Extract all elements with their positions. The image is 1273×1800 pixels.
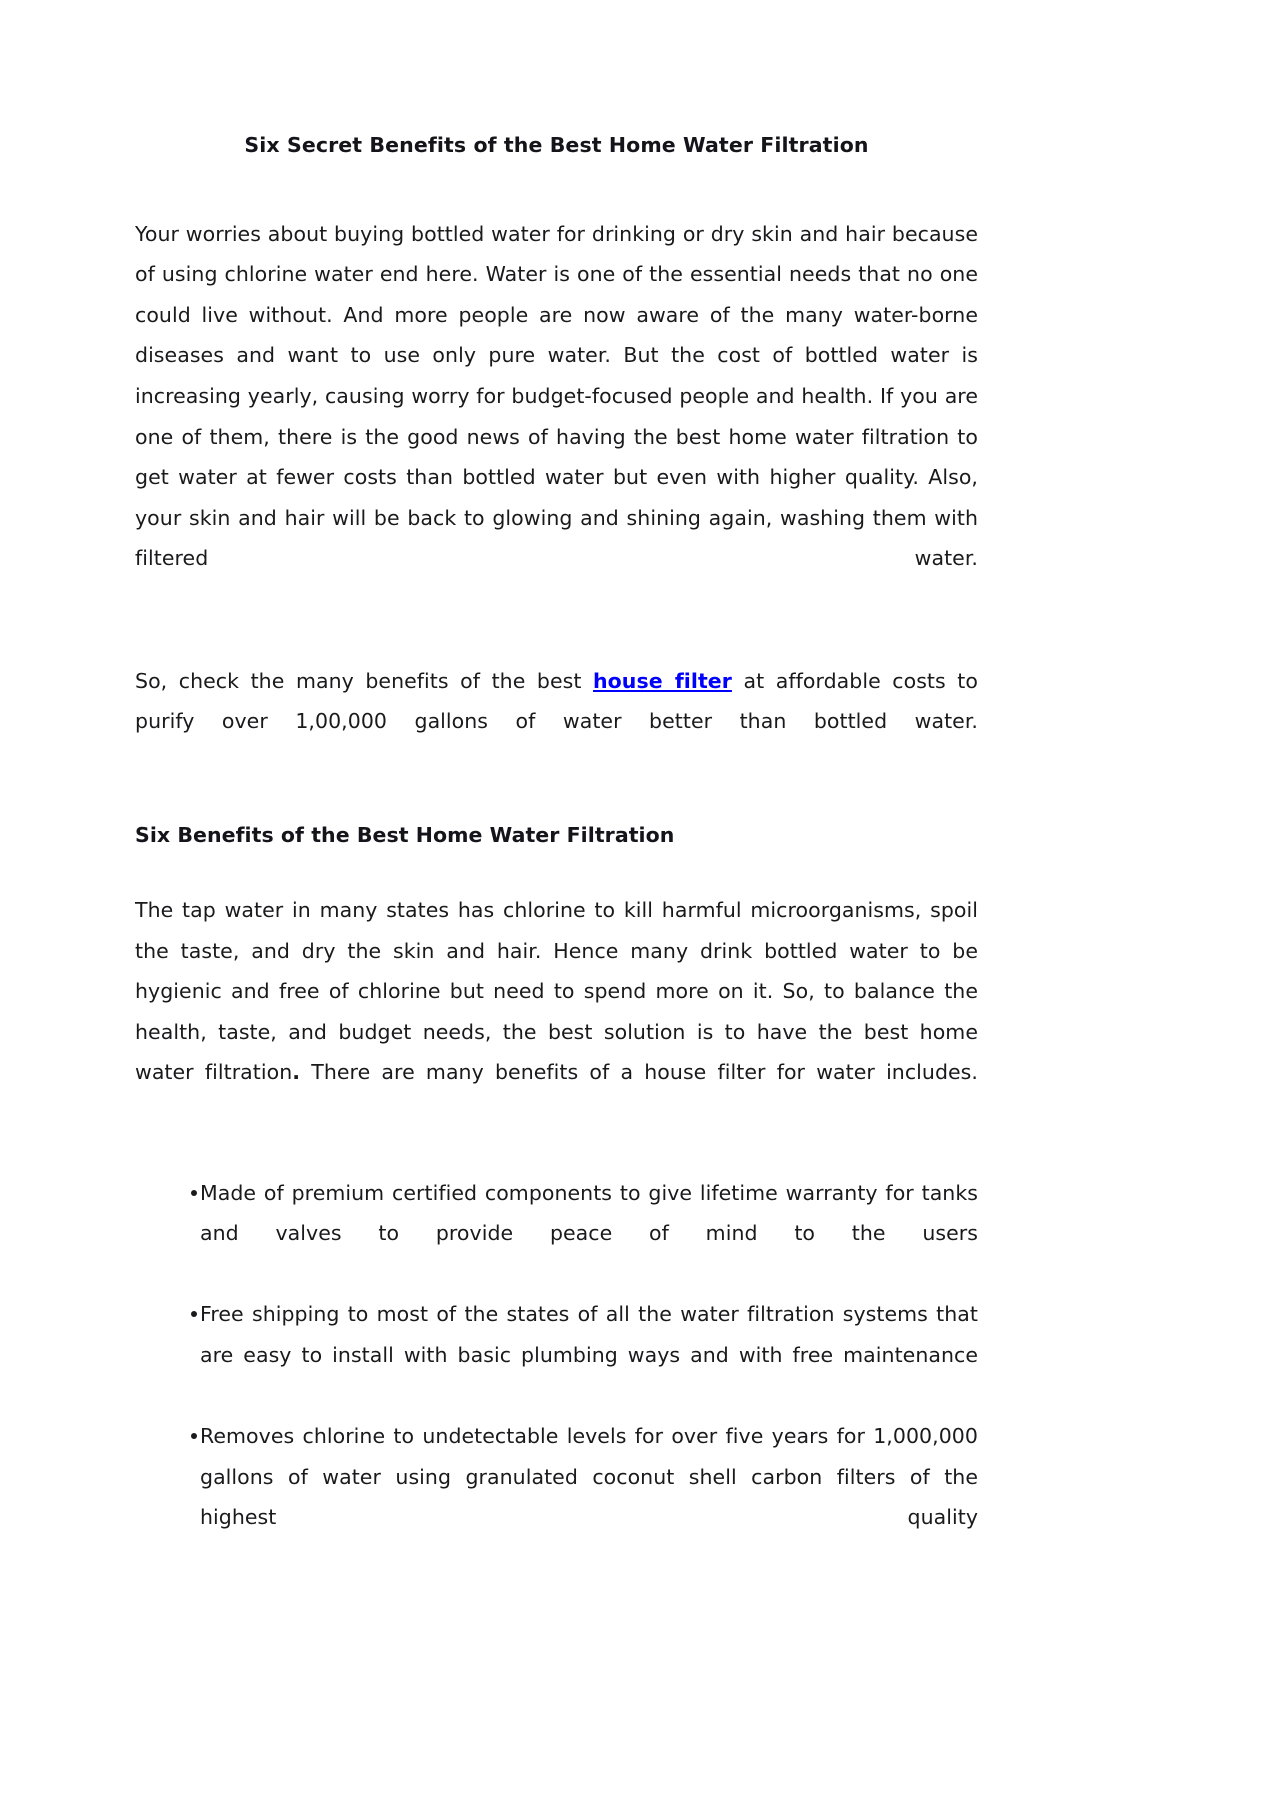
bullet-icon <box>191 1190 197 1196</box>
bullet-icon <box>191 1311 197 1317</box>
list-item <box>135 1294 978 1416</box>
intro-paragraph: Your worries about buying bottled water for drinking or dry skin and hair because of using chlorine water end here. Water is one of the essential needs that no one could live without. And more people are now aware of the many water-borne diseases and want to use only pure water. But the cost of bottled water is increasing yearly, causing worry for budget-focused people and health. If you are one of them, there is the good news of having the best home water filtration to get water at fewer costs than bottled water but even with higher quality. Also, your skin and hair will be back to glowing and shining again, washing them with filtered water. <box>135 221 978 571</box>
document-content <box>135 0 978 1578</box>
list-item-text: Made of premium certified components to give lifetime warranty for tanks and valves to provide peace of mind to the users <box>200 1180 978 1246</box>
house-filter-link[interactable]: house filter <box>593 668 732 693</box>
benefits-text-before: The tap water in many states has chlorine to kill harmful microorganisms, spoil the taste, and dry the skin and hair. Hence many drink bottled water to be hygienic and free of chlorine but need to spend more on it. So, to balance the health, taste, and budget needs, the best solution is to have the best home water filtration <box>135 897 978 1085</box>
list-item <box>135 1173 978 1295</box>
benefits-paragraph <box>135 890 978 1134</box>
section-heading: Six Benefits of the Best Home Water Filtration <box>135 823 675 848</box>
page-title: Six Secret Benefits of the Best Home Water Filtration <box>244 133 869 157</box>
benefits-text-after: There are many benefits of a house filter for water includes. <box>300 1060 978 1085</box>
link-paragraph-text-before: So, check the many benefits of the best <box>135 668 594 693</box>
list-item-text: Removes chlorine to undetectable levels for over five years for 1,000,000 gallons of water using granulated coconut shell carbon filters of the highest quality <box>200 1424 978 1530</box>
benefits-bold-period: . <box>292 1060 301 1085</box>
list-item <box>135 1416 978 1578</box>
link-paragraph-text-after: at affordable costs to purify over 1,00,000 gallons of water better than bottled water. <box>135 668 978 734</box>
benefits-bullet-list <box>135 1173 978 1579</box>
bullet-icon <box>191 1433 197 1439</box>
list-item-text: Free shipping to most of the states of all the water filtration systems that are easy to install with basic plumbing ways and with free maintenance <box>200 1302 978 1367</box>
link-paragraph <box>135 661 978 783</box>
